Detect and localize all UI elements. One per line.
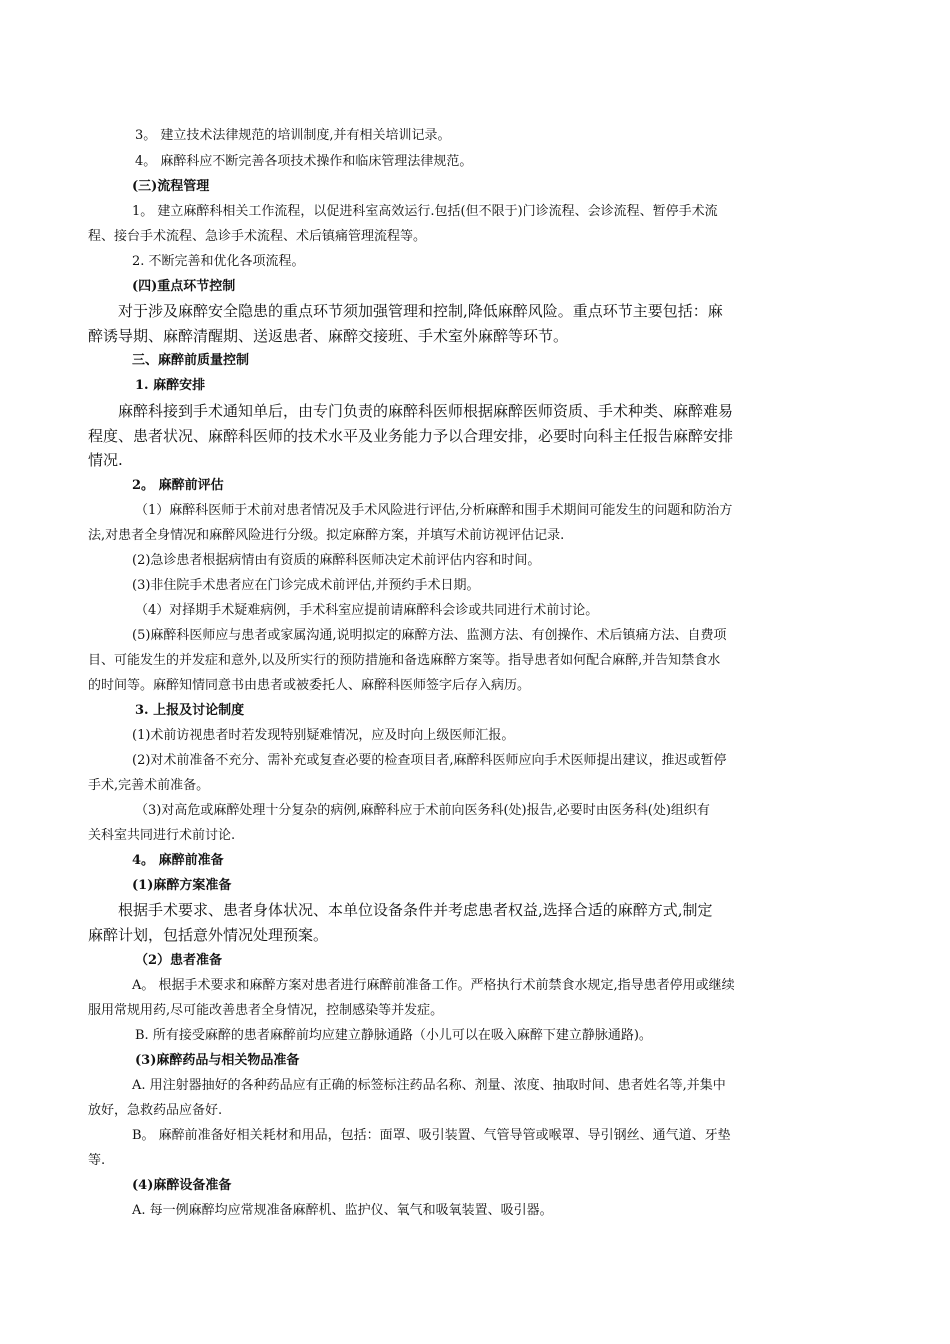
- text-line: 手术,完善术前准备。: [88, 778, 210, 793]
- text-line: 3。 建立技术法律规范的培训制度,并有相关培训记录。: [135, 128, 451, 143]
- text-line: (3)非住院手术患者应在门诊完成术前评估,并预约手术日期。: [132, 578, 480, 593]
- text-line: 情况.: [88, 451, 123, 469]
- text-line: (2)对术前准备不充分、需补充或复查必要的检查项目者,麻醉科医师应向手术医师提出建议，推迟或暂停: [132, 753, 727, 768]
- text-line: 程度、患者状况、麻醉科医师的技术水平及业务能力予以合理安排，必要时向科主任报告麻醉安排: [88, 427, 734, 445]
- section-heading: （2）患者准备: [135, 953, 223, 968]
- text-line: A。 根据手术要求和麻醉方案对患者进行麻醉前准备工作。严格执行术前禁食水规定,指导患者停用或继续: [132, 978, 735, 993]
- text-line: 2. 不断完善和优化各项流程。: [132, 254, 305, 269]
- section-heading: 2。 麻醉前评估: [132, 478, 224, 493]
- section-heading: (四)重点环节控制: [132, 279, 236, 294]
- text-line: (2)急诊患者根据病情由有资质的麻醉科医师决定术前评估内容和时间。: [132, 553, 541, 568]
- text-line: （4）对择期手术疑难病例，手术科室应提前请麻醉科会诊或共同进行术前讨论。: [135, 603, 599, 618]
- section-heading: 1. 麻醉安排: [135, 378, 206, 393]
- text-line: B. 所有接受麻醉的患者麻醉前均应建立静脉通路（小儿可以在吸入麻醉下建立静脉通路)。: [135, 1028, 652, 1043]
- section-heading: (1)麻醉方案准备: [132, 878, 232, 893]
- text-line: 麻醉科接到手术通知单后，由专门负责的麻醉科医师根据麻醉医师资质、手术种类、麻醉难易: [118, 402, 734, 420]
- text-line: 目、可能发生的并发症和意外,以及所实行的预防措施和备选麻醉方案等。指导患者如何配合麻醉,并告知禁食水: [88, 653, 721, 668]
- section-heading: (3)麻醉药品与相关物品准备: [135, 1053, 300, 1068]
- text-line: （1）麻醉科医师于术前对患者情况及手术风险进行评估,分析麻醉和围手术期间可能发生的问题和防治方: [135, 503, 733, 518]
- text-line: A. 用注射器抽好的各种药品应有正确的标签标注药品名称、剂量、浓度、抽取时间、患者姓名等,并集中: [132, 1078, 726, 1093]
- section-heading: (三)流程管理: [132, 179, 210, 194]
- text-line: 1。 建立麻醉科相关工作流程，以促进科室高效运行.包括(但不限于)门诊流程、会诊流程、暂停手术流: [132, 204, 718, 219]
- text-line: 程、接台手术流程、急诊手术流程、术后镇痛管理流程等。: [88, 229, 427, 244]
- text-line: B。 麻醉前准备好相关耗材和用品，包括：面罩、吸引装置、气管导管或喉罩、导引钢丝、通气道、牙垫: [132, 1128, 731, 1143]
- text-line: 关科室共同进行术前讨论.: [88, 828, 236, 843]
- text-line: 放好，急救药品应备好.: [88, 1103, 223, 1118]
- section-heading: 4。 麻醉前准备: [132, 853, 224, 868]
- text-line: A. 每一例麻醉均应常规准备麻醉机、监护仪、氧气和吸氧装置、吸引器。: [132, 1203, 553, 1218]
- text-line: 的时间等。麻醉知情同意书由患者或被委托人、麻醉科医师签字后存入病历。: [88, 678, 531, 693]
- text-line: 麻醉计划，包括意外情况处理预案。: [88, 926, 329, 944]
- text-line: 醉诱导期、麻醉清醒期、送返患者、麻醉交接班、手术室外麻醉等环节。: [88, 327, 569, 345]
- text-line: （3)对高危或麻醉处理十分复杂的病例,麻醉科应于术前向医务科(处)报告,必要时由医务科(处)组织有: [135, 803, 710, 818]
- text-line: 4。 麻醉科应不断完善各项技术操作和临床管理法律规范。: [135, 154, 473, 169]
- text-line: (1)术前访视患者时若发现特别疑难情况，应及时向上级医师汇报。: [132, 728, 515, 743]
- section-heading: (4)麻醉设备准备: [132, 1178, 232, 1193]
- text-line: 等.: [88, 1153, 106, 1168]
- text-line: 根据手术要求、患者身体状况、本单位设备条件并考虑患者权益,选择合适的麻醉方式,制定: [118, 901, 713, 919]
- text-line: 服用常规用药,尽可能改善患者全身情况，控制感染等并发症。: [88, 1003, 444, 1018]
- section-heading: 3. 上报及讨论制度: [135, 703, 245, 718]
- text-line: (5)麻醉科医师应与患者或家属沟通,说明拟定的麻醉方法、监测方法、有创操作、术后镇痛方法、自费项: [132, 628, 727, 643]
- section-heading: 三、麻醉前质量控制: [132, 353, 250, 368]
- text-line: 法,对患者全身情况和麻醉风险进行分级。拟定麻醉方案，并填写术前访视评估记录.: [88, 528, 565, 543]
- text-line: 对于涉及麻醉安全隐患的重点环节须加强管理和控制,降低麻醉风险。重点环节主要包括：麻: [118, 302, 723, 320]
